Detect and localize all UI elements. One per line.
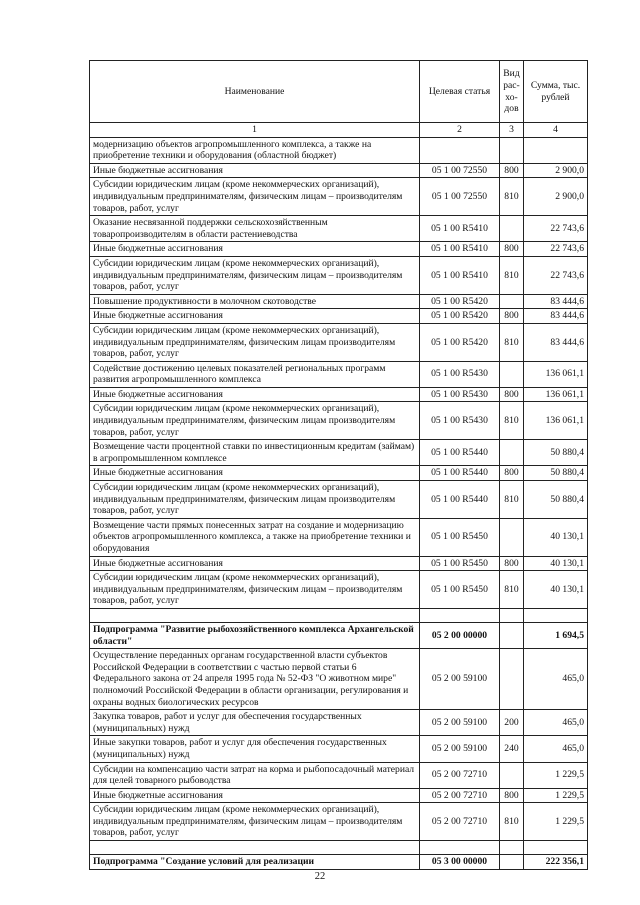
cell-name: Оказание несвязанной поддержки сельскохозяйственным товаропроизводителям в области растениеводства	[90, 216, 420, 242]
cell-code: 05 1 00 R5410	[420, 242, 500, 257]
table-row	[90, 294, 588, 309]
cell-code: 05 1 00 R5450	[420, 518, 500, 556]
cell-name: Осуществление переданных органам государственной власти субъектов Российской Федерации в соответствии с частью первой статьи 6 Федерального закона от 24 апреля 1995 года № 52-ФЗ "О животном мире" полномочий Российской Федерации в области организации, регулирования и охраны водных биологических ресурсов	[90, 649, 420, 710]
cell-name: Субсидии юридическим лицам (кроме некоммерческих организаций), индивидуальным предпринимателям, физическим лицам производителям товаров, работ, услуг	[90, 402, 420, 440]
cell-name: модернизацию объектов агропромышленного комплекса, а также на приобретение техники и оборудования (областной бюджет)	[90, 137, 420, 163]
table-row	[90, 387, 588, 402]
cell-sum: 222 356,1	[524, 855, 588, 870]
table-row	[90, 788, 588, 803]
table-row	[90, 163, 588, 178]
table-row	[90, 855, 588, 870]
cell-vid	[500, 855, 524, 870]
table-row	[90, 481, 588, 519]
table-row	[90, 803, 588, 841]
cell-sum: 40 130,1	[524, 556, 588, 571]
cell-sum: 136 061,1	[524, 361, 588, 387]
cell-vid	[500, 649, 524, 710]
cell-sum: 83 444,6	[524, 309, 588, 324]
cell-vid: 800	[500, 242, 524, 257]
table-row	[90, 361, 588, 387]
cell-vid	[500, 216, 524, 242]
cell-name: Субсидии юридическим лицам (кроме некоммерческих организаций), индивидуальным предпринимателям, физическим лицам – производителям товаров, работ, услуг	[90, 803, 420, 841]
cell-vid	[500, 294, 524, 309]
column-number: 2	[420, 123, 500, 138]
cell-code: 05 2 00 59100	[420, 736, 500, 762]
cell-code: 05 2 00 72710	[420, 803, 500, 841]
cell-code: 05 1 00 R5430	[420, 402, 500, 440]
cell-vid	[500, 137, 524, 163]
cell-code: 05 1 00 R5440	[420, 481, 500, 519]
cell-sum: 465,0	[524, 736, 588, 762]
cell-code: 05 1 00 R5420	[420, 309, 500, 324]
cell-sum: 83 444,6	[524, 294, 588, 309]
table-row	[90, 736, 588, 762]
cell-vid	[500, 518, 524, 556]
header-name: Наименование	[90, 61, 420, 123]
cell-vid	[500, 440, 524, 466]
cell-vid: 810	[500, 323, 524, 361]
cell-sum	[524, 137, 588, 163]
cell-name: Иные бюджетные ассигнования	[90, 556, 420, 571]
cell-vid: 800	[500, 556, 524, 571]
table-row	[90, 309, 588, 324]
cell-name	[90, 841, 420, 855]
column-number-row	[90, 123, 588, 138]
table-row	[90, 518, 588, 556]
cell-code	[420, 608, 500, 622]
budget-table	[89, 60, 588, 870]
table-row	[90, 710, 588, 736]
cell-vid: 800	[500, 387, 524, 402]
cell-sum: 465,0	[524, 649, 588, 710]
cell-vid: 240	[500, 736, 524, 762]
cell-sum: 50 880,4	[524, 466, 588, 481]
table-row	[90, 323, 588, 361]
column-number: 4	[524, 123, 588, 138]
cell-code: 05 1 00 72550	[420, 163, 500, 178]
cell-vid: 810	[500, 256, 524, 294]
cell-code: 05 1 00 R5450	[420, 571, 500, 609]
table-row	[90, 649, 588, 710]
cell-sum	[524, 608, 588, 622]
cell-name: Субсидии юридическим лицам (кроме некоммерческих организаций), индивидуальным предпринимателям, физическим лицам – производителям товаров, работ, услуг	[90, 178, 420, 216]
cell-sum: 22 743,6	[524, 256, 588, 294]
cell-code	[420, 137, 500, 163]
cell-sum: 40 130,1	[524, 518, 588, 556]
cell-name: Подпрограмма "Развитие рыбохозяйственного комплекса Архангельской области"	[90, 622, 420, 648]
cell-sum: 1 229,5	[524, 803, 588, 841]
cell-sum: 2 900,0	[524, 163, 588, 178]
cell-code: 05 1 00 R5450	[420, 556, 500, 571]
cell-code: 05 1 00 R5420	[420, 294, 500, 309]
column-number: 1	[90, 123, 420, 138]
table-row	[90, 466, 588, 481]
cell-sum: 1 694,5	[524, 622, 588, 648]
cell-sum: 22 743,6	[524, 216, 588, 242]
table-row	[90, 556, 588, 571]
cell-vid	[500, 762, 524, 788]
cell-name: Иные закупки товаров, работ и услуг для обеспечения государственных (муниципальных) нужд	[90, 736, 420, 762]
cell-sum: 136 061,1	[524, 387, 588, 402]
table-row	[90, 841, 588, 855]
column-number: 3	[500, 123, 524, 138]
cell-code: 05 1 00 R5440	[420, 466, 500, 481]
table-row	[90, 402, 588, 440]
cell-sum: 40 130,1	[524, 571, 588, 609]
header-code: Целевая статья	[420, 61, 500, 123]
table-row	[90, 178, 588, 216]
table-row	[90, 762, 588, 788]
table-row	[90, 571, 588, 609]
cell-code: 05 3 00 00000	[420, 855, 500, 870]
cell-name: Субсидии юридическим лицам (кроме некоммерческих организаций), индивидуальным предпринимателям, физическим лицам производителям товаров, работ, услуг	[90, 323, 420, 361]
cell-vid	[500, 622, 524, 648]
cell-sum: 136 061,1	[524, 402, 588, 440]
cell-vid: 800	[500, 788, 524, 803]
cell-vid: 800	[500, 163, 524, 178]
cell-name	[90, 608, 420, 622]
cell-vid	[500, 361, 524, 387]
cell-name: Иные бюджетные ассигнования	[90, 309, 420, 324]
cell-code: 05 2 00 00000	[420, 622, 500, 648]
cell-vid: 800	[500, 309, 524, 324]
cell-sum: 1 229,5	[524, 788, 588, 803]
page-number: 22	[314, 871, 326, 882]
cell-sum: 50 880,4	[524, 481, 588, 519]
table-body	[90, 137, 588, 869]
cell-vid: 810	[500, 402, 524, 440]
cell-code	[420, 841, 500, 855]
cell-name: Содействие достижению целевых показателей региональных программ развития агропромышленного комплекса	[90, 361, 420, 387]
cell-sum: 50 880,4	[524, 440, 588, 466]
table-row	[90, 216, 588, 242]
cell-code: 05 2 00 59100	[420, 649, 500, 710]
cell-sum: 22 743,6	[524, 242, 588, 257]
table-row	[90, 622, 588, 648]
cell-name: Иные бюджетные ассигнования	[90, 387, 420, 402]
cell-name: Возмещение части процентной ставки по инвестиционным кредитам (займам) в агропромышленном комплексе	[90, 440, 420, 466]
cell-vid	[500, 841, 524, 855]
cell-vid: 800	[500, 466, 524, 481]
cell-code: 05 1 00 R5410	[420, 256, 500, 294]
cell-name: Подпрограмма "Создание условий для реализации	[90, 855, 420, 870]
cell-code: 05 1 00 R5420	[420, 323, 500, 361]
cell-name: Субсидии юридическим лицам (кроме некоммерческих организаций), индивидуальным предпринимателям, физическим лицам – производителям товаров, работ, услуг	[90, 571, 420, 609]
cell-sum	[524, 841, 588, 855]
budget-table-sheet	[89, 60, 587, 870]
header-vid: Вид рас- хо- дов	[500, 61, 524, 123]
cell-code: 05 2 00 72710	[420, 762, 500, 788]
cell-code: 05 1 00 R5440	[420, 440, 500, 466]
cell-code: 05 2 00 72710	[420, 788, 500, 803]
cell-vid: 810	[500, 178, 524, 216]
cell-code: 05 1 00 72550	[420, 178, 500, 216]
header-sum: Сумма, тыс. рублей	[524, 61, 588, 123]
table-row	[90, 608, 588, 622]
table-row	[90, 242, 588, 257]
cell-sum: 2 900,0	[524, 178, 588, 216]
cell-name: Возмещение части прямых понесенных затрат на создание и модернизацию объектов агропромышленного комплекса, а также на приобретение техники и оборудования	[90, 518, 420, 556]
cell-sum: 465,0	[524, 710, 588, 736]
cell-vid	[500, 608, 524, 622]
cell-name: Субсидии на компенсацию части затрат на корма и рыбопосадочный материал для целей товарного рыбоводства	[90, 762, 420, 788]
cell-sum: 1 229,5	[524, 762, 588, 788]
cell-name: Иные бюджетные ассигнования	[90, 242, 420, 257]
cell-vid: 200	[500, 710, 524, 736]
cell-name: Иные бюджетные ассигнования	[90, 466, 420, 481]
cell-code: 05 1 00 R5430	[420, 361, 500, 387]
table-row	[90, 137, 588, 163]
cell-name: Закупка товаров, работ и услуг для обеспечения государственных (муниципальных) нужд	[90, 710, 420, 736]
table-row	[90, 256, 588, 294]
cell-sum: 83 444,6	[524, 323, 588, 361]
cell-name: Иные бюджетные ассигнования	[90, 788, 420, 803]
cell-code: 05 1 00 R5410	[420, 216, 500, 242]
cell-code: 05 1 00 R5430	[420, 387, 500, 402]
cell-vid: 810	[500, 803, 524, 841]
cell-code: 05 2 00 59100	[420, 710, 500, 736]
cell-name: Иные бюджетные ассигнования	[90, 163, 420, 178]
cell-vid: 810	[500, 481, 524, 519]
cell-name: Повышение продуктивности в молочном скотоводстве	[90, 294, 420, 309]
table-row	[90, 440, 588, 466]
cell-vid: 810	[500, 571, 524, 609]
cell-name: Субсидии юридическим лицам (кроме некоммерческих организаций), индивидуальным предпринимателям, физическим лицам – производителям товаров, работ, услуг	[90, 256, 420, 294]
cell-name: Субсидии юридическим лицам (кроме некоммерческих организаций), индивидуальным предпринимателям, физическим лицам производителям товаров, работ, услуг	[90, 481, 420, 519]
table-header-row	[90, 61, 588, 123]
